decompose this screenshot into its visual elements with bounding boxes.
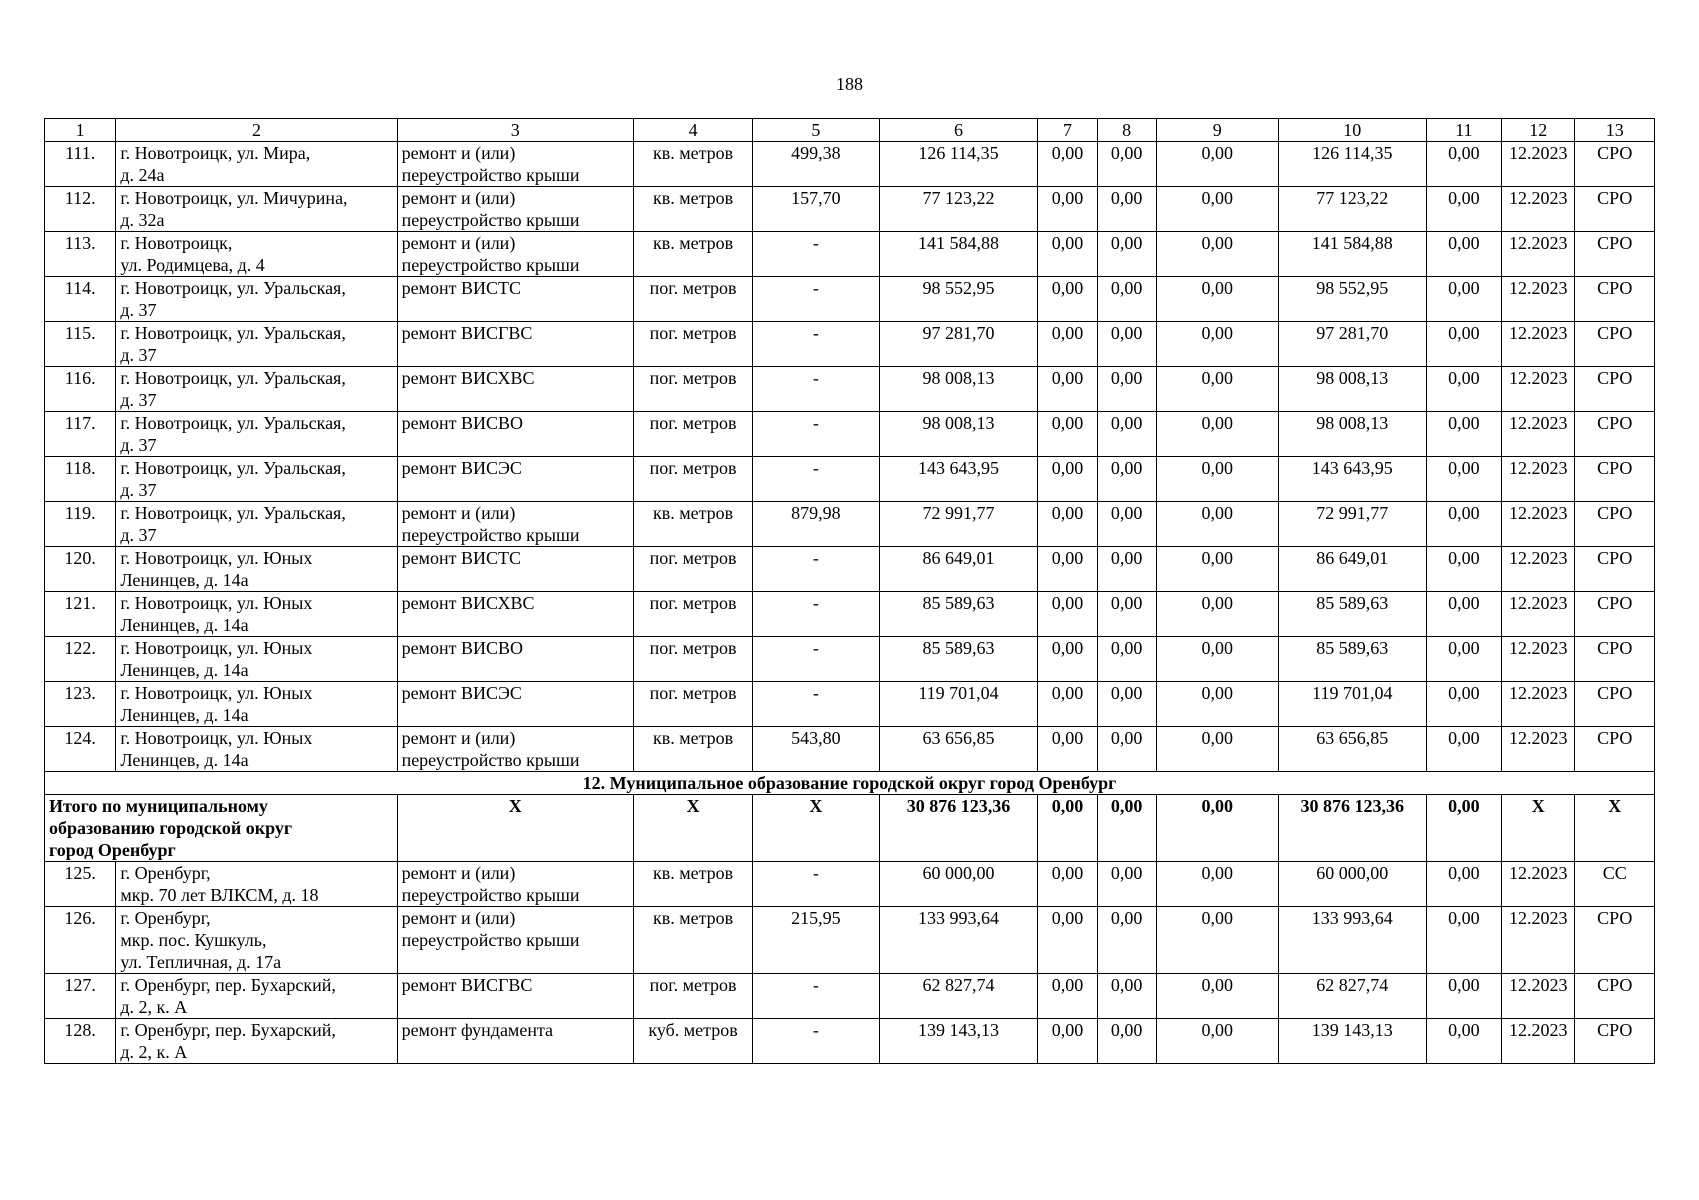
fund-cell: 0,00: [1038, 907, 1097, 974]
address-cell: г. Новотроицк, ул. Юных Ленинцев, д. 14а: [116, 727, 397, 772]
work-type-cell: ремонт ВИСЭС: [397, 457, 633, 502]
quantity-cell: -: [753, 862, 879, 907]
column-header: 13: [1575, 119, 1655, 142]
completion-date-cell: 12.2023: [1502, 907, 1575, 974]
unit-cell: кв. метров: [633, 142, 752, 187]
completion-date-cell: 12.2023: [1502, 277, 1575, 322]
table-row: [45, 682, 1655, 727]
local-budget-cell: 0,00: [1156, 974, 1278, 1019]
budget-cell: 0,00: [1097, 682, 1156, 727]
funding-method-cell: СРО: [1575, 277, 1655, 322]
page-number: 188: [836, 74, 863, 94]
unit-cell: кв. метров: [633, 727, 752, 772]
section-header-row: [45, 772, 1655, 795]
table-row: [45, 412, 1655, 457]
completion-date-cell: 12.2023: [1502, 322, 1575, 367]
other-funds-cell: 0,00: [1426, 862, 1501, 907]
work-type-cell: ремонт и (или) переустройство крыши: [397, 862, 633, 907]
table-row: [45, 457, 1655, 502]
local-budget-cell: 0,00: [1156, 277, 1278, 322]
table-row: [45, 322, 1655, 367]
fund-cell: 0,00: [1038, 637, 1097, 682]
row-number: 122.: [45, 637, 116, 682]
local-budget-cell: 0,00: [1156, 412, 1278, 457]
local-budget-cell: 0,00: [1156, 367, 1278, 412]
section-title: 12. Муниципальное образование городской округ город Оренбург: [45, 772, 1655, 795]
fund-cell: 0,00: [1038, 862, 1097, 907]
owners-funds-cell: 62 827,74: [1278, 974, 1426, 1019]
owners-funds-cell: 139 143,13: [1278, 1019, 1426, 1064]
total-cost-cell: 126 114,35: [879, 142, 1038, 187]
funding-method-cell: СРО: [1575, 367, 1655, 412]
work-type-cell: ремонт ВИСЭС: [397, 682, 633, 727]
funding-method-cell: СРО: [1575, 412, 1655, 457]
fund-cell: 0,00: [1038, 457, 1097, 502]
work-type-cell: ремонт ВИСГВС: [397, 974, 633, 1019]
completion-date-cell: 12.2023: [1502, 974, 1575, 1019]
column-header: 6: [879, 119, 1038, 142]
budget-cell: 0,00: [1097, 727, 1156, 772]
owners-funds-cell: 63 656,85: [1278, 727, 1426, 772]
unit-cell: пог. метров: [633, 277, 752, 322]
funding-method-cell: СРО: [1575, 142, 1655, 187]
total-cell: 30 876 123,36: [1278, 795, 1426, 862]
unit-cell: пог. метров: [633, 682, 752, 727]
other-funds-cell: 0,00: [1426, 1019, 1501, 1064]
local-budget-cell: 0,00: [1156, 457, 1278, 502]
owners-funds-cell: 85 589,63: [1278, 637, 1426, 682]
budget-cell: 0,00: [1097, 907, 1156, 974]
address-cell: г. Новотроицк, ул. Уральская, д. 37: [116, 457, 397, 502]
row-number: 116.: [45, 367, 116, 412]
other-funds-cell: 0,00: [1426, 457, 1501, 502]
completion-date-cell: 12.2023: [1502, 412, 1575, 457]
funding-method-cell: СРО: [1575, 727, 1655, 772]
total-cell: Х: [1502, 795, 1575, 862]
other-funds-cell: 0,00: [1426, 592, 1501, 637]
total-cost-cell: 85 589,63: [879, 637, 1038, 682]
unit-cell: кв. метров: [633, 907, 752, 974]
completion-date-cell: 12.2023: [1502, 547, 1575, 592]
other-funds-cell: 0,00: [1426, 502, 1501, 547]
budget-cell: 0,00: [1097, 592, 1156, 637]
address-cell: г. Новотроицк, ул. Уральская, д. 37: [116, 322, 397, 367]
table-row: [45, 502, 1655, 547]
quantity-cell: 157,70: [753, 187, 879, 232]
owners-funds-cell: 85 589,63: [1278, 592, 1426, 637]
fund-cell: 0,00: [1038, 412, 1097, 457]
unit-cell: кв. метров: [633, 232, 752, 277]
other-funds-cell: 0,00: [1426, 367, 1501, 412]
quantity-cell: 879,98: [753, 502, 879, 547]
total-cost-cell: 62 827,74: [879, 974, 1038, 1019]
total-cell: 0,00: [1426, 795, 1501, 862]
table-row: [45, 232, 1655, 277]
address-cell: г. Новотроицк, ул. Уральская, д. 37: [116, 502, 397, 547]
owners-funds-cell: 97 281,70: [1278, 322, 1426, 367]
column-header: 4: [633, 119, 752, 142]
completion-date-cell: 12.2023: [1502, 232, 1575, 277]
table-row: [45, 862, 1655, 907]
unit-cell: кв. метров: [633, 187, 752, 232]
total-cell: 0,00: [1156, 795, 1278, 862]
completion-date-cell: 12.2023: [1502, 187, 1575, 232]
address-cell: г. Новотроицк, ул. Уральская, д. 37: [116, 367, 397, 412]
total-cell: 30 876 123,36: [879, 795, 1038, 862]
completion-date-cell: 12.2023: [1502, 682, 1575, 727]
total-cell: 0,00: [1097, 795, 1156, 862]
quantity-cell: 215,95: [753, 907, 879, 974]
budget-cell: 0,00: [1097, 277, 1156, 322]
funding-method-cell: СРО: [1575, 547, 1655, 592]
address-cell: г. Новотроицк, ул. Юных Ленинцев, д. 14а: [116, 547, 397, 592]
total-cost-cell: 98 552,95: [879, 277, 1038, 322]
address-cell: г. Оренбург, мкр. пос. Кушкуль, ул. Тепличная, д. 17а: [116, 907, 397, 974]
work-type-cell: ремонт ВИСВО: [397, 412, 633, 457]
unit-cell: пог. метров: [633, 592, 752, 637]
address-cell: г. Оренбург, пер. Бухарский, д. 2, к. А: [116, 974, 397, 1019]
total-cost-cell: 77 123,22: [879, 187, 1038, 232]
owners-funds-cell: 143 643,95: [1278, 457, 1426, 502]
row-number: 125.: [45, 862, 116, 907]
quantity-cell: -: [753, 974, 879, 1019]
address-cell: г. Новотроицк, ул. Юных Ленинцев, д. 14а: [116, 682, 397, 727]
municipality-total-row: [45, 795, 1655, 862]
table-row: [45, 974, 1655, 1019]
budget-cell: 0,00: [1097, 367, 1156, 412]
other-funds-cell: 0,00: [1426, 907, 1501, 974]
fund-cell: 0,00: [1038, 1019, 1097, 1064]
funding-method-cell: СРО: [1575, 232, 1655, 277]
total-cost-cell: 143 643,95: [879, 457, 1038, 502]
unit-cell: пог. метров: [633, 367, 752, 412]
address-cell: г. Новотроицк, ул. Мичурина, д. 32а: [116, 187, 397, 232]
funding-method-cell: СРО: [1575, 682, 1655, 727]
owners-funds-cell: 141 584,88: [1278, 232, 1426, 277]
row-number: 120.: [45, 547, 116, 592]
owners-funds-cell: 98 008,13: [1278, 412, 1426, 457]
column-header: 7: [1038, 119, 1097, 142]
work-type-cell: ремонт ВИСТС: [397, 547, 633, 592]
budget-cell: 0,00: [1097, 232, 1156, 277]
table-row: [45, 907, 1655, 974]
table-row: [45, 637, 1655, 682]
total-cost-cell: 85 589,63: [879, 592, 1038, 637]
column-header: 8: [1097, 119, 1156, 142]
row-number: 126.: [45, 907, 116, 974]
column-header: 10: [1278, 119, 1426, 142]
quantity-cell: 543,80: [753, 727, 879, 772]
fund-cell: 0,00: [1038, 277, 1097, 322]
column-header: 11: [1426, 119, 1501, 142]
budget-cell: 0,00: [1097, 637, 1156, 682]
unit-cell: куб. метров: [633, 1019, 752, 1064]
local-budget-cell: 0,00: [1156, 682, 1278, 727]
owners-funds-cell: 98 008,13: [1278, 367, 1426, 412]
other-funds-cell: 0,00: [1426, 232, 1501, 277]
funding-method-cell: СРО: [1575, 907, 1655, 974]
row-number: 113.: [45, 232, 116, 277]
total-cell: Х: [1575, 795, 1655, 862]
local-budget-cell: 0,00: [1156, 637, 1278, 682]
quantity-cell: -: [753, 367, 879, 412]
total-cost-cell: 141 584,88: [879, 232, 1038, 277]
row-number: 119.: [45, 502, 116, 547]
budget-cell: 0,00: [1097, 974, 1156, 1019]
local-budget-cell: 0,00: [1156, 862, 1278, 907]
fund-cell: 0,00: [1038, 547, 1097, 592]
local-budget-cell: 0,00: [1156, 592, 1278, 637]
quantity-cell: -: [753, 412, 879, 457]
funding-method-cell: СРО: [1575, 974, 1655, 1019]
total-cost-cell: 72 991,77: [879, 502, 1038, 547]
funding-method-cell: СРО: [1575, 637, 1655, 682]
owners-funds-cell: 119 701,04: [1278, 682, 1426, 727]
owners-funds-cell: 86 649,01: [1278, 547, 1426, 592]
work-type-cell: ремонт ВИСВО: [397, 637, 633, 682]
address-cell: г. Оренбург, мкр. 70 лет ВЛКСМ, д. 18: [116, 862, 397, 907]
row-number: 118.: [45, 457, 116, 502]
total-label: Итого по муниципальному образованию городской округ город Оренбург: [45, 795, 398, 862]
unit-cell: пог. метров: [633, 974, 752, 1019]
total-cost-cell: 133 993,64: [879, 907, 1038, 974]
fund-cell: 0,00: [1038, 682, 1097, 727]
owners-funds-cell: 126 114,35: [1278, 142, 1426, 187]
quantity-cell: -: [753, 457, 879, 502]
owners-funds-cell: 98 552,95: [1278, 277, 1426, 322]
unit-cell: пог. метров: [633, 547, 752, 592]
table-body: [45, 119, 1655, 1064]
unit-cell: пог. метров: [633, 322, 752, 367]
work-type-cell: ремонт и (или) переустройство крыши: [397, 142, 633, 187]
total-cost-cell: 60 000,00: [879, 862, 1038, 907]
other-funds-cell: 0,00: [1426, 412, 1501, 457]
row-number: 127.: [45, 974, 116, 1019]
row-number: 115.: [45, 322, 116, 367]
owners-funds-cell: 133 993,64: [1278, 907, 1426, 974]
fund-cell: 0,00: [1038, 974, 1097, 1019]
row-number: 117.: [45, 412, 116, 457]
fund-cell: 0,00: [1038, 187, 1097, 232]
table-row: [45, 727, 1655, 772]
table-row: [45, 187, 1655, 232]
owners-funds-cell: 60 000,00: [1278, 862, 1426, 907]
fund-cell: 0,00: [1038, 322, 1097, 367]
column-number-row: [45, 119, 1655, 142]
completion-date-cell: 12.2023: [1502, 367, 1575, 412]
funding-method-cell: СРО: [1575, 1019, 1655, 1064]
funding-method-cell: СС: [1575, 862, 1655, 907]
row-number: 124.: [45, 727, 116, 772]
unit-cell: пог. метров: [633, 637, 752, 682]
budget-cell: 0,00: [1097, 412, 1156, 457]
fund-cell: 0,00: [1038, 142, 1097, 187]
total-cost-cell: 97 281,70: [879, 322, 1038, 367]
work-type-cell: ремонт и (или) переустройство крыши: [397, 502, 633, 547]
total-cost-cell: 98 008,13: [879, 367, 1038, 412]
table-row: [45, 367, 1655, 412]
local-budget-cell: 0,00: [1156, 322, 1278, 367]
other-funds-cell: 0,00: [1426, 727, 1501, 772]
completion-date-cell: 12.2023: [1502, 142, 1575, 187]
total-cell: Х: [633, 795, 752, 862]
quantity-cell: -: [753, 277, 879, 322]
budget-cell: 0,00: [1097, 547, 1156, 592]
column-header: 1: [45, 119, 116, 142]
total-cost-cell: 98 008,13: [879, 412, 1038, 457]
work-type-cell: ремонт и (или) переустройство крыши: [397, 187, 633, 232]
table-row: [45, 142, 1655, 187]
funding-method-cell: СРО: [1575, 502, 1655, 547]
unit-cell: пог. метров: [633, 412, 752, 457]
funding-method-cell: СРО: [1575, 457, 1655, 502]
row-number: 123.: [45, 682, 116, 727]
quantity-cell: -: [753, 1019, 879, 1064]
total-cost-cell: 86 649,01: [879, 547, 1038, 592]
row-number: 121.: [45, 592, 116, 637]
total-cell: Х: [397, 795, 633, 862]
budget-cell: 0,00: [1097, 322, 1156, 367]
local-budget-cell: 0,00: [1156, 187, 1278, 232]
other-funds-cell: 0,00: [1426, 277, 1501, 322]
completion-date-cell: 12.2023: [1502, 862, 1575, 907]
table-row: [45, 1019, 1655, 1064]
fund-cell: 0,00: [1038, 502, 1097, 547]
budget-cell: 0,00: [1097, 502, 1156, 547]
local-budget-cell: 0,00: [1156, 907, 1278, 974]
address-cell: г. Новотроицк, ул. Родимцева, д. 4: [116, 232, 397, 277]
column-header: 9: [1156, 119, 1278, 142]
owners-funds-cell: 72 991,77: [1278, 502, 1426, 547]
budget-cell: 0,00: [1097, 862, 1156, 907]
total-cost-cell: 119 701,04: [879, 682, 1038, 727]
other-funds-cell: 0,00: [1426, 142, 1501, 187]
local-budget-cell: 0,00: [1156, 727, 1278, 772]
unit-cell: пог. метров: [633, 457, 752, 502]
unit-cell: кв. метров: [633, 862, 752, 907]
completion-date-cell: 12.2023: [1502, 637, 1575, 682]
work-type-cell: ремонт и (или) переустройство крыши: [397, 232, 633, 277]
address-cell: г. Новотроицк, ул. Уральская, д. 37: [116, 412, 397, 457]
row-number: 128.: [45, 1019, 116, 1064]
other-funds-cell: 0,00: [1426, 547, 1501, 592]
work-type-cell: ремонт фундамента: [397, 1019, 633, 1064]
quantity-cell: -: [753, 682, 879, 727]
work-type-cell: ремонт ВИСХВС: [397, 367, 633, 412]
unit-cell: кв. метров: [633, 502, 752, 547]
quantity-cell: -: [753, 637, 879, 682]
completion-date-cell: 12.2023: [1502, 592, 1575, 637]
completion-date-cell: 12.2023: [1502, 1019, 1575, 1064]
total-cell: 0,00: [1038, 795, 1097, 862]
table-row: [45, 277, 1655, 322]
column-header: 2: [116, 119, 397, 142]
fund-cell: 0,00: [1038, 727, 1097, 772]
local-budget-cell: 0,00: [1156, 502, 1278, 547]
other-funds-cell: 0,00: [1426, 637, 1501, 682]
local-budget-cell: 0,00: [1156, 547, 1278, 592]
address-cell: г. Новотроицк, ул. Юных Ленинцев, д. 14а: [116, 637, 397, 682]
total-cost-cell: 63 656,85: [879, 727, 1038, 772]
work-type-cell: ремонт и (или) переустройство крыши: [397, 727, 633, 772]
work-type-cell: ремонт ВИСГВС: [397, 322, 633, 367]
total-cost-cell: 139 143,13: [879, 1019, 1038, 1064]
column-header: 3: [397, 119, 633, 142]
work-type-cell: ремонт ВИСТС: [397, 277, 633, 322]
address-cell: г. Новотроицк, ул. Мира, д. 24а: [116, 142, 397, 187]
quantity-cell: -: [753, 232, 879, 277]
quantity-cell: 499,38: [753, 142, 879, 187]
column-header: 5: [753, 119, 879, 142]
funding-method-cell: СРО: [1575, 187, 1655, 232]
fund-cell: 0,00: [1038, 367, 1097, 412]
budget-cell: 0,00: [1097, 142, 1156, 187]
other-funds-cell: 0,00: [1426, 187, 1501, 232]
table-row: [45, 547, 1655, 592]
local-budget-cell: 0,00: [1156, 1019, 1278, 1064]
other-funds-cell: 0,00: [1426, 682, 1501, 727]
completion-date-cell: 12.2023: [1502, 727, 1575, 772]
work-type-cell: ремонт и (или) переустройство крыши: [397, 907, 633, 974]
funding-method-cell: СРО: [1575, 592, 1655, 637]
address-cell: г. Оренбург, пер. Бухарский, д. 2, к. А: [116, 1019, 397, 1064]
owners-funds-cell: 77 123,22: [1278, 187, 1426, 232]
total-cell: Х: [753, 795, 879, 862]
table-row: [45, 592, 1655, 637]
address-cell: г. Новотроицк, ул. Уральская, д. 37: [116, 277, 397, 322]
other-funds-cell: 0,00: [1426, 974, 1501, 1019]
budget-cell: 0,00: [1097, 457, 1156, 502]
repair-program-table: [44, 118, 1655, 1064]
budget-cell: 0,00: [1097, 187, 1156, 232]
row-number: 112.: [45, 187, 116, 232]
work-type-cell: ремонт ВИСХВС: [397, 592, 633, 637]
quantity-cell: -: [753, 592, 879, 637]
address-cell: г. Новотроицк, ул. Юных Ленинцев, д. 14а: [116, 592, 397, 637]
funding-method-cell: СРО: [1575, 322, 1655, 367]
local-budget-cell: 0,00: [1156, 142, 1278, 187]
completion-date-cell: 12.2023: [1502, 502, 1575, 547]
row-number: 114.: [45, 277, 116, 322]
column-header: 12: [1502, 119, 1575, 142]
fund-cell: 0,00: [1038, 232, 1097, 277]
quantity-cell: -: [753, 547, 879, 592]
budget-cell: 0,00: [1097, 1019, 1156, 1064]
completion-date-cell: 12.2023: [1502, 457, 1575, 502]
fund-cell: 0,00: [1038, 592, 1097, 637]
other-funds-cell: 0,00: [1426, 322, 1501, 367]
row-number: 111.: [45, 142, 116, 187]
quantity-cell: -: [753, 322, 879, 367]
local-budget-cell: 0,00: [1156, 232, 1278, 277]
